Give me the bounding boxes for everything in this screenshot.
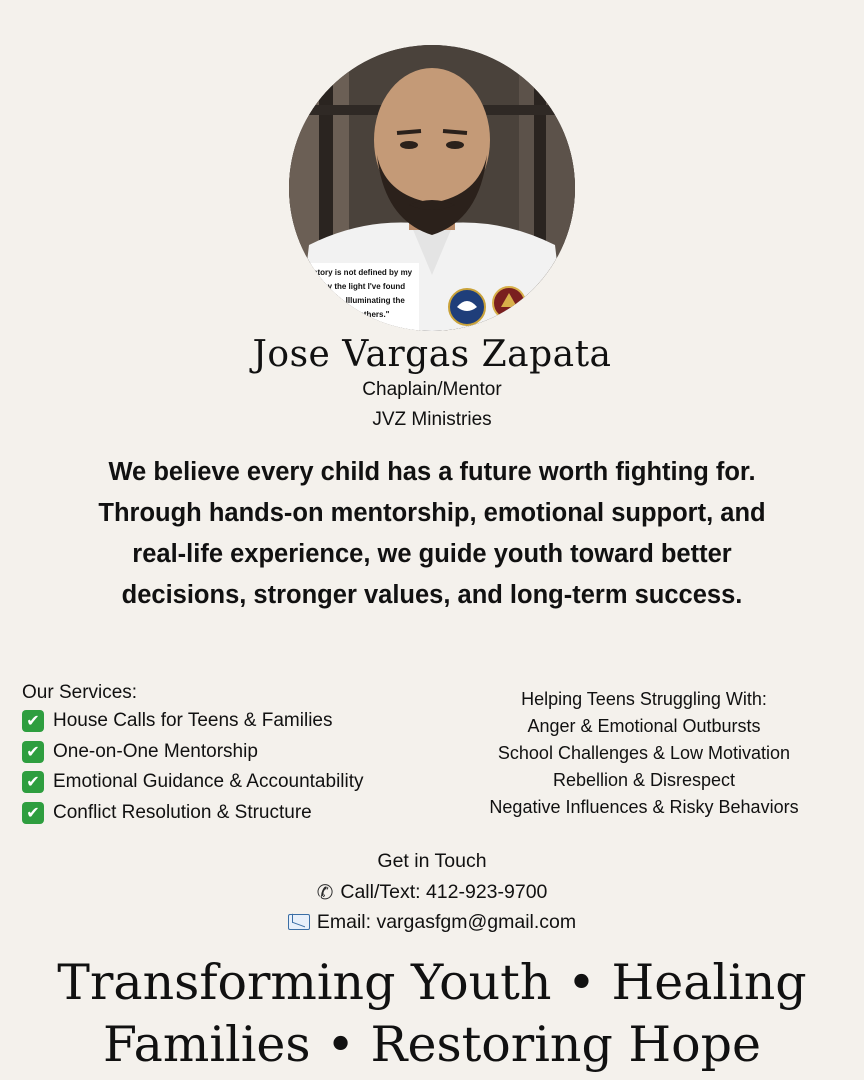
service-label: One-on-One Mentorship [53, 740, 258, 762]
struggle-item: Anger & Emotional Outbursts [527, 716, 761, 736]
struggles-list [458, 686, 830, 821]
phone-line [0, 877, 864, 908]
service-label: Emotional Guidance & Accountability [53, 771, 364, 792]
tagline [0, 952, 864, 1076]
portrait-quote-line-1: story is not defined by my [313, 268, 413, 277]
portrait-quote-line-4: others." [359, 310, 390, 319]
email-icon [288, 914, 310, 930]
profile-role: Chaplain/Mentor [362, 379, 502, 400]
email-link[interactable]: Email: vargasfgm@gmail.com [316, 911, 577, 933]
struggles-heading: Helping Teens Struggling With: [521, 689, 767, 709]
portrait-photo [289, 45, 575, 331]
checkmark-icon: ✔ [22, 802, 44, 824]
contact-heading: Get in Touch [377, 850, 487, 872]
services-heading: Our Services: [22, 682, 138, 703]
contact-section [0, 846, 864, 938]
service-label: House Calls for Teens & Families [53, 710, 333, 731]
service-item [22, 798, 364, 829]
email-line [0, 907, 864, 938]
services-list [22, 680, 364, 828]
service-label: Conflict Resolution & Structure [53, 801, 312, 823]
phone-link[interactable]: Call/Text: 412-923-9700 [340, 880, 548, 903]
checkmark-icon: ✔ [22, 710, 44, 732]
service-item [22, 706, 364, 737]
service-item [22, 767, 364, 798]
profile-name: Jose Vargas Zapata [252, 334, 612, 375]
struggle-item: Rebellion & Disrespect [552, 770, 736, 790]
phone-icon: ✆ [316, 879, 334, 904]
mission-statement: We believe every child has a future worth fighting for. Through hands-on mentorship, emotional support, and real-life experience, we guide youth toward better decisions, stronger values, and long-term success. [98, 458, 766, 609]
checkmark-icon: ✔ [22, 741, 44, 763]
profile-organization: JVZ Ministries [372, 409, 492, 430]
struggle-item: School Challenges & Low Motivation [497, 743, 791, 763]
checkmark-icon: ✔ [22, 771, 44, 793]
profile-portrait [289, 45, 575, 331]
badge-emblem-icon [493, 287, 525, 319]
service-item [22, 737, 364, 768]
portrait-quote-line-2: ut by the light I've found [313, 282, 406, 291]
struggle-item: Negative Influences & Risky Behaviors [489, 797, 799, 817]
portrait-quote-line-3: tows. Illuminating the [323, 296, 405, 305]
tagline-line-1: Transforming Youth • Healing [57, 954, 807, 1011]
ministry-emblem-icon [449, 289, 485, 325]
tagline-line-2: Families • Restoring Hope [103, 1016, 761, 1073]
